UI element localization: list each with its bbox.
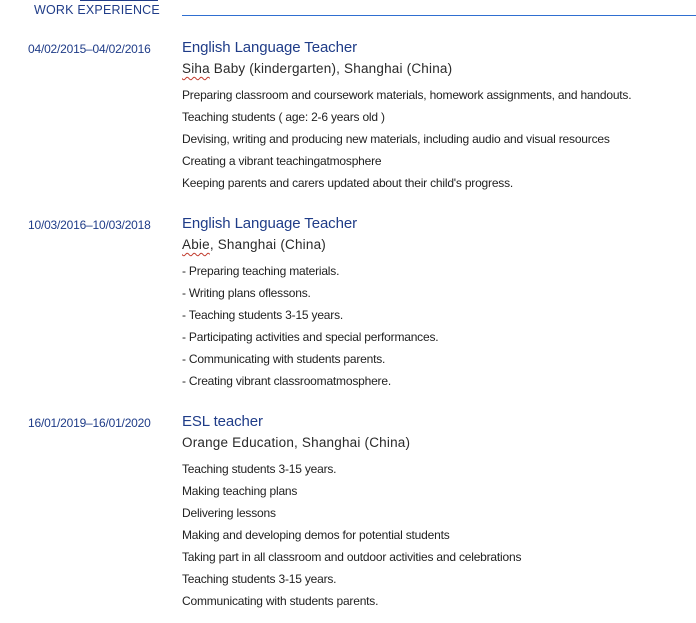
employer — [182, 59, 692, 79]
duty-list — [182, 84, 692, 194]
entry-body — [182, 214, 692, 392]
employer-location: Baby (kindergarten), Shanghai (China) — [209, 61, 453, 76]
duty-item: - Communicating with students parents. — [182, 352, 386, 366]
entry-date: 04/02/2015–04/02/2016 — [28, 42, 151, 56]
employer — [182, 433, 692, 453]
entry-date: 10/03/2016–10/03/2018 — [28, 218, 151, 232]
duty-item: Teaching students 3-15 years. — [182, 462, 337, 476]
duty-item: Delivering lessons — [182, 506, 276, 520]
duty-list — [182, 260, 692, 392]
duty-item: Preparing classroom and coursework materials, homework assignments, and handouts. — [182, 88, 632, 102]
job-title: English Language Teacher — [182, 39, 357, 56]
duty-item: Teaching students ( age: 2-6 years old ) — [182, 110, 385, 124]
duty-item: Keeping parents and carers updated about their child's progress. — [182, 176, 514, 190]
employer-location: , Shanghai (China) — [294, 435, 411, 450]
employer-name: Abie — [182, 237, 210, 252]
duty-item: Taking part in all classroom and outdoor activities and celebrations — [182, 550, 522, 564]
duty-item: Devising, writing and producing new materials, including audio and visual resources — [182, 132, 610, 146]
job-title: English Language Teacher — [182, 215, 357, 232]
employer-name: Orange Education — [182, 435, 295, 450]
duty-list — [182, 458, 692, 612]
duty-item: - Writing plans oflessons. — [182, 286, 311, 300]
duty-item: - Teaching students 3-15 years. — [182, 308, 344, 322]
duty-item: - Preparing teaching materials. — [182, 264, 340, 278]
duty-item: - Participating activities and special performances. — [182, 330, 439, 344]
section-divider — [182, 15, 696, 16]
entry-date: 16/01/2019–16/01/2020 — [28, 416, 151, 430]
duty-item: Creating a vibrant teachingatmosphere — [182, 154, 382, 168]
entry-body — [182, 412, 692, 612]
duty-item: - Creating vibrant classroomatmosphere. — [182, 374, 391, 388]
section-header — [0, 0, 696, 20]
duty-item: Making and developing demos for potential students — [182, 528, 450, 542]
section-title-overline — [80, 0, 158, 1]
job-title: ESL teacher — [182, 413, 263, 430]
entry-body — [182, 38, 692, 194]
employer-name: Siha — [182, 61, 210, 76]
employer — [182, 235, 692, 255]
employer-location: , Shanghai (China) — [209, 237, 326, 252]
duty-item: Making teaching plans — [182, 484, 298, 498]
duty-item: Communicating with students parents. — [182, 594, 379, 608]
duty-item: Teaching students 3-15 years. — [182, 572, 337, 586]
section-title: WORK EXPERIENCE — [34, 3, 160, 17]
